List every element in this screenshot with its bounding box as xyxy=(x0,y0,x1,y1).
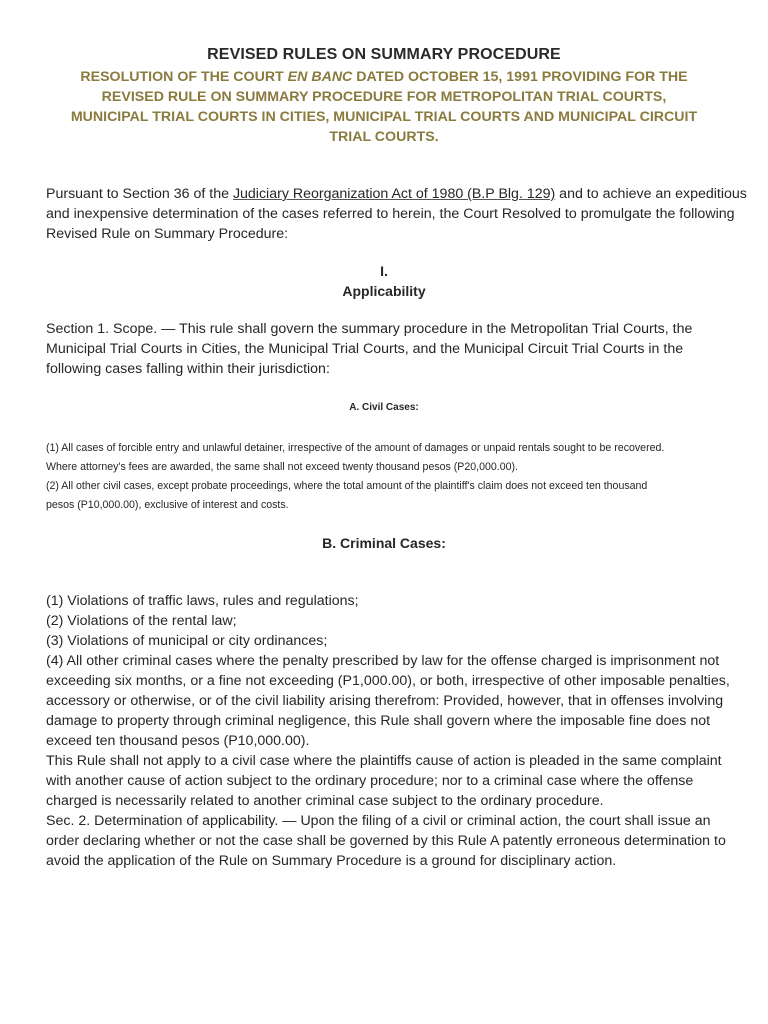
civil-case-line: pesos (P10,000.00), exclusive of interest and costs. xyxy=(46,499,289,511)
intro-line-1 xyxy=(46,184,747,204)
criminal-case-line: (2) Violations of the rental law; xyxy=(46,613,237,629)
document-title: REVISED RULES ON SUMMARY PROCEDURE xyxy=(207,46,561,63)
intro-text-end: and to achieve an expeditious xyxy=(555,186,747,202)
subtitle-line-2: REVISED RULE ON SUMMARY PROCEDURE FOR METROPOLITAN TRIAL COURTS, xyxy=(101,89,667,105)
criminal-case-line: accessory or otherwise, or of the civil liability arising therefrom: Provided, however, that in offenses involving xyxy=(46,693,724,709)
civil-case-line: (1) All cases of forcible entry and unlawful detainer, irrespective of the amount of damages or unpaid rentals sought to be recovered. xyxy=(46,442,665,454)
document-subtitle xyxy=(40,67,728,147)
section-1-paragraph xyxy=(46,319,736,379)
criminal-case-line: (3) Violations of municipal or city ordinances; xyxy=(46,633,328,649)
civil-cases-list xyxy=(46,439,736,515)
part-title: Applicability xyxy=(342,283,426,299)
subtitle-line-1-end: DATED OCTOBER 15, 1991 PROVIDING FOR THE xyxy=(352,69,688,85)
exclusion-line: with another cause of action subject to the ordinary procedure; nor to a criminal case where the offense xyxy=(46,773,694,789)
intro-text-start: Pursuant to Section 36 of the xyxy=(46,186,233,202)
section-2-line: order declaring whether or not the case shall be governed by this Rule A patently erroneous determination to xyxy=(46,833,726,849)
civil-cases-heading: A. Civil Cases: xyxy=(349,402,419,413)
criminal-case-line: (4) All other criminal cases where the penalty prescribed by law for the offense charged is imprisonment not xyxy=(46,653,720,669)
civil-case-line: Where attorney's fees are awarded, the same shall not exceed twenty thousand pesos (P20,000.00). xyxy=(46,461,518,473)
subtitle-line-1-start: RESOLUTION OF THE COURT xyxy=(80,69,288,85)
subtitle-line-4: TRIAL COURTS. xyxy=(329,129,439,145)
exclusion-line: charged is necessarily related to another criminal case subject to the ordinary procedure. xyxy=(46,793,604,809)
criminal-case-line: (1) Violations of traffic laws, rules and regulations; xyxy=(46,593,359,609)
exclusion-line: This Rule shall not apply to a civil case where the plaintiffs cause of action is pleaded in the same complaint xyxy=(46,753,722,769)
intro-line-3: Revised Rule on Summary Procedure: xyxy=(46,226,289,242)
subtitle-line-3: MUNICIPAL TRIAL COURTS IN CITIES, MUNICIPAL TRIAL COURTS AND MUNICIPAL CIRCUIT xyxy=(70,109,698,125)
criminal-case-line: exceeding six months, or a fine not exceeding (P1,000.00), or both, irrespective of other imposable penalties, xyxy=(46,673,730,689)
intro-line-2: and inexpensive determination of the cases referred to herein, the Court Resolved to promulgate the following xyxy=(46,206,735,222)
section-1-line: Municipal Trial Courts in Cities, the Municipal Trial Courts, and the Municipal Circuit Trial Courts in the xyxy=(46,341,684,357)
section-2-line: avoid the application of the Rule on Summary Procedure is a ground for disciplinary action. xyxy=(46,853,617,869)
subtitle-en-banc: EN BANC xyxy=(287,69,353,85)
judiciary-act-link[interactable]: Judiciary Reorganization Act of 1980 (B.P Blg. 129) xyxy=(232,186,556,202)
intro-paragraph xyxy=(46,184,747,244)
criminal-cases-list xyxy=(46,591,736,871)
section-2-line: Sec. 2. Determination of applicability. — Upon the filing of a civil or criminal action, the court shall issue an xyxy=(46,813,711,829)
civil-case-line: (2) All other civil cases, except probate proceedings, where the total amount of the plaintiff's claim does not exceed ten thousand xyxy=(46,480,648,492)
section-1-line: following cases falling within their jurisdiction: xyxy=(46,361,330,377)
subtitle-line-1 xyxy=(40,67,728,87)
part-number: I. xyxy=(380,263,388,279)
criminal-cases-heading: B. Criminal Cases: xyxy=(322,535,446,551)
criminal-case-line: exceed ten thousand pesos (P10,000.00). xyxy=(46,733,310,749)
section-1-line: Section 1. Scope. — This rule shall govern the summary procedure in the Metropolitan Trial Courts, the xyxy=(46,321,693,337)
criminal-case-line: damage to property through criminal negligence, this Rule shall govern where the imposable fine does not xyxy=(46,713,711,729)
